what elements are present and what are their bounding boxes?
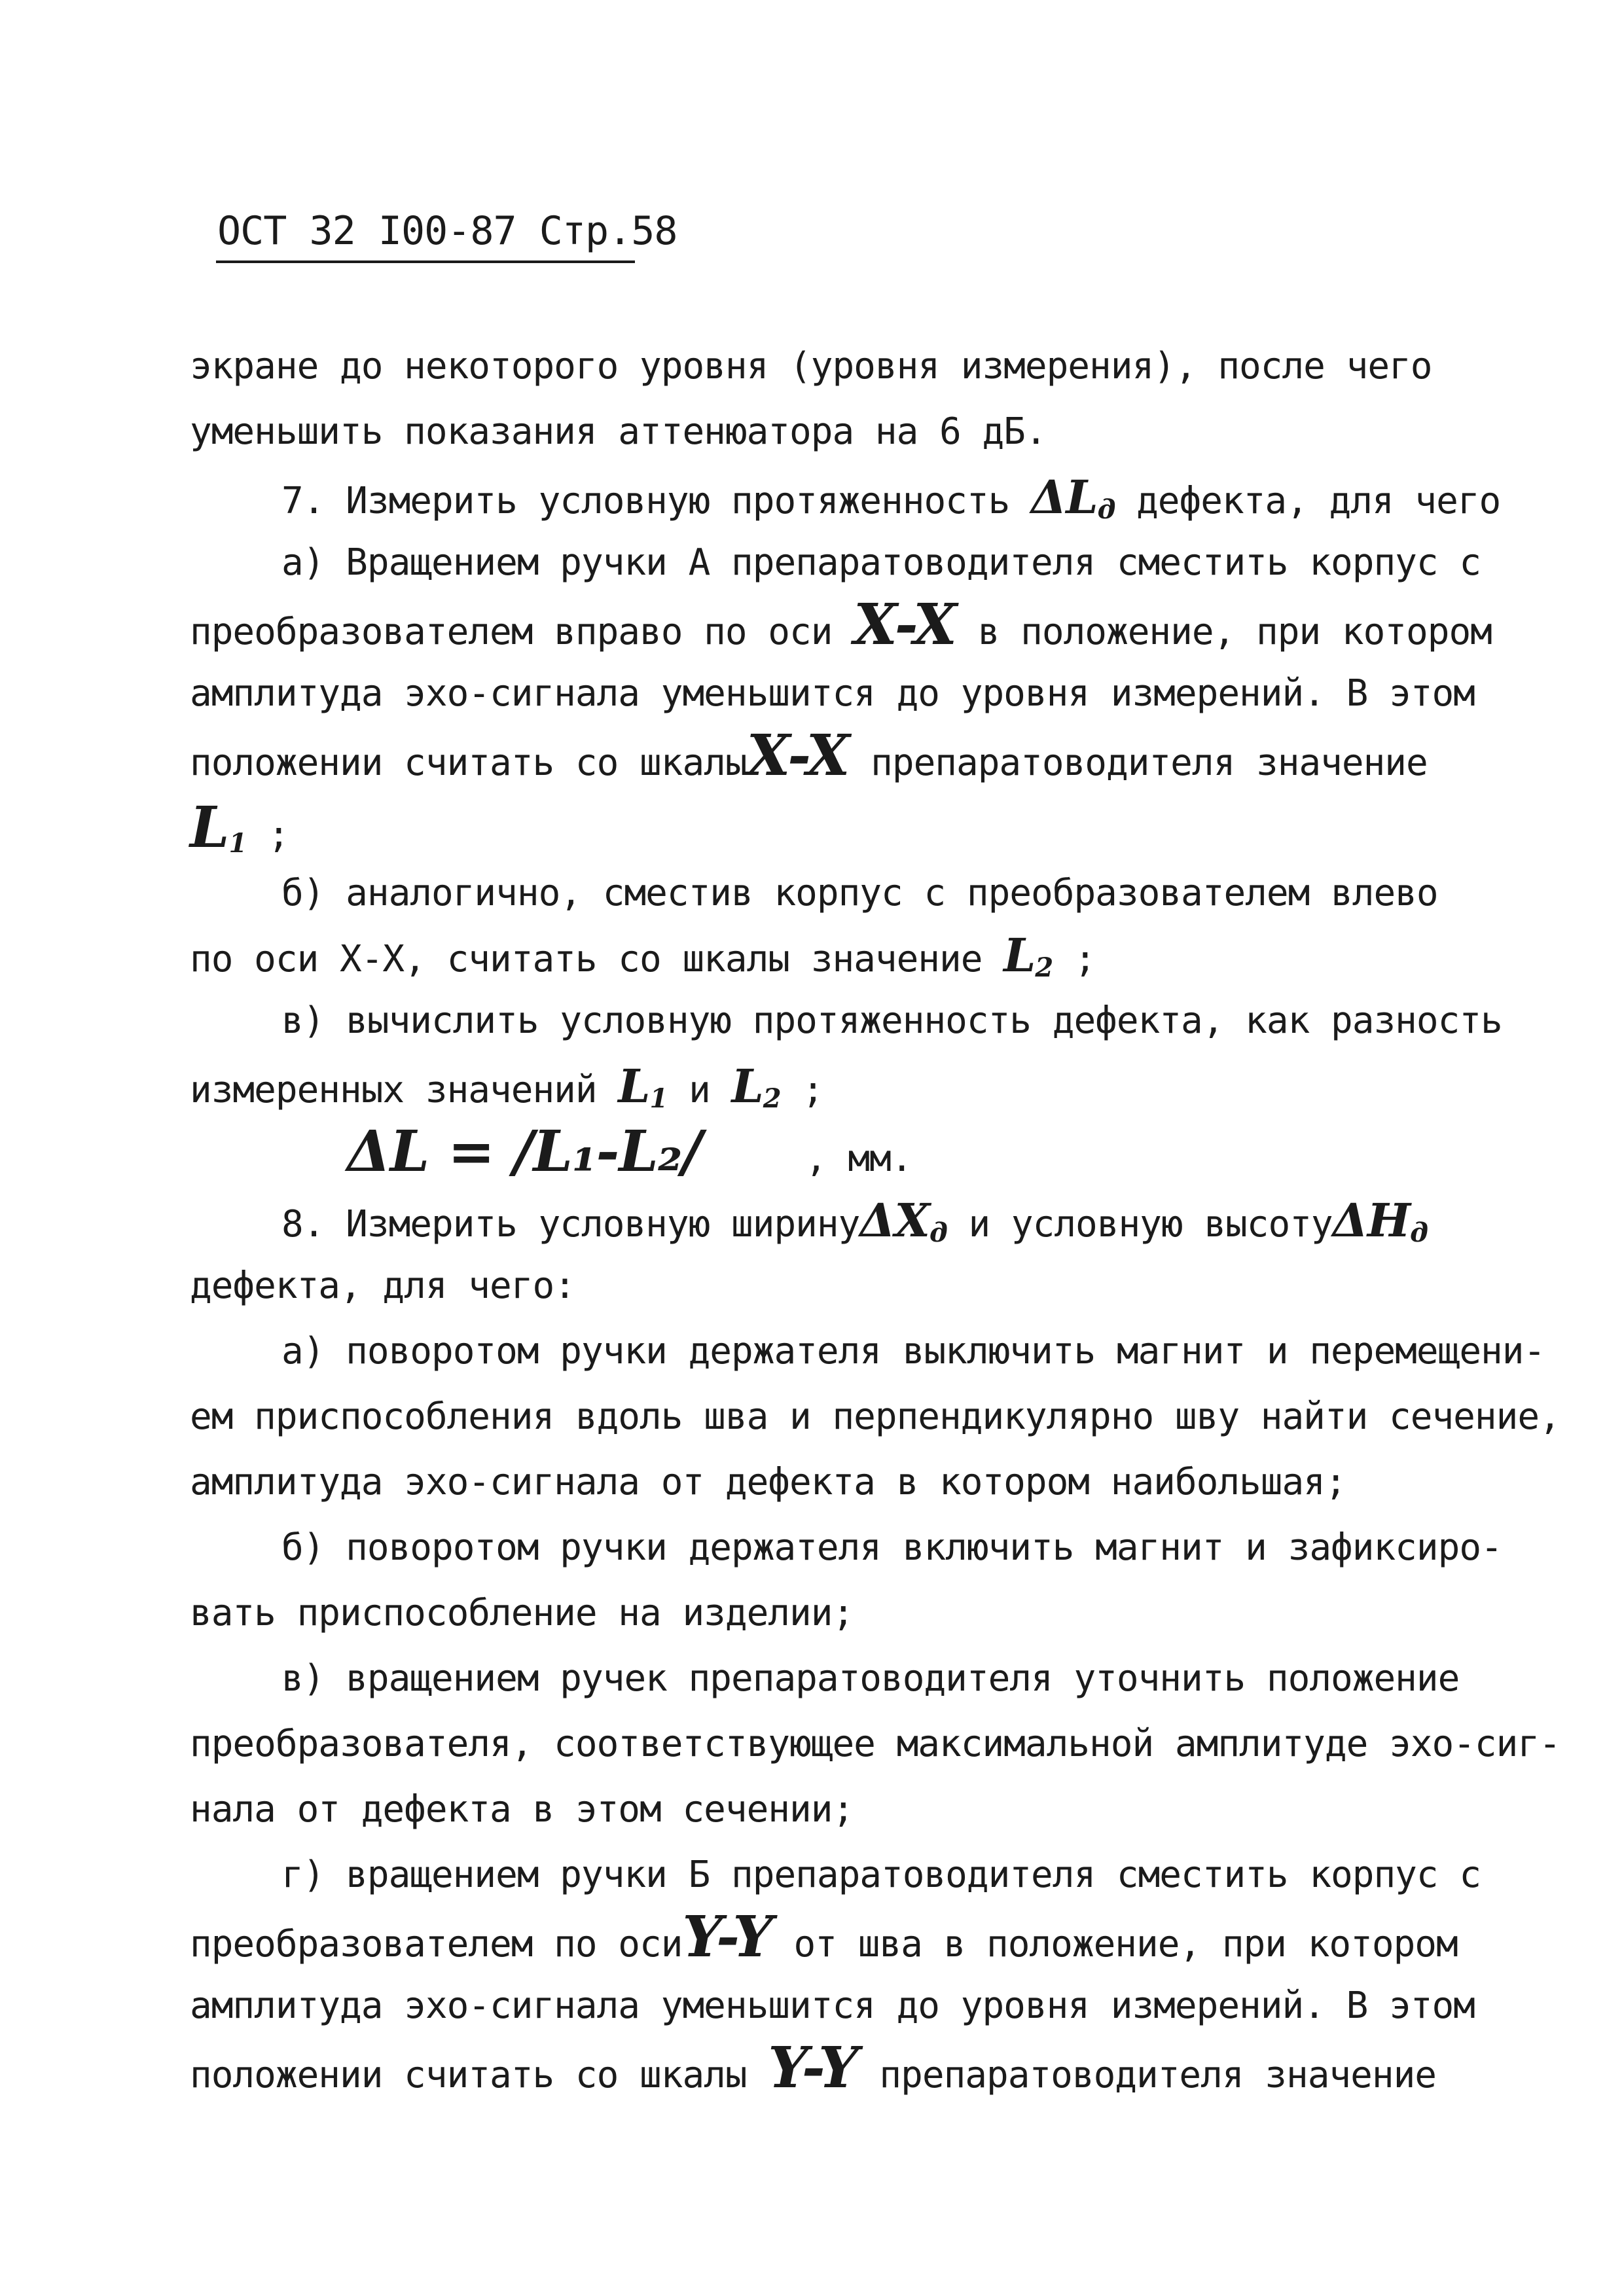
formula-delta-h: ΔH bbox=[1332, 1193, 1411, 1247]
text-segment: ; bbox=[246, 814, 289, 856]
text-line-24: г) вращением ручки Б препаратоводителя сместить корпус с bbox=[281, 1854, 1481, 1896]
text-line-2: уменьшить показания аттенюатора на 6 дБ. bbox=[190, 410, 1047, 453]
formula-delta-x: ΔX bbox=[859, 1193, 929, 1247]
text-line-12 bbox=[190, 1060, 1499, 1125]
text-line-20: вать приспособление на изделии; bbox=[190, 1592, 854, 1634]
text-line-8 bbox=[190, 795, 1499, 870]
text-line-1: экране до некоторого уровня (уровня измерения), после чего bbox=[190, 345, 1432, 387]
text-segment: ; bbox=[780, 1069, 824, 1111]
text-line-14 bbox=[281, 1194, 1591, 1259]
text-line-27 bbox=[190, 2035, 1499, 2102]
text-segment: препаратоводителя значение bbox=[857, 2054, 1437, 2096]
text-line-13 bbox=[347, 1119, 1624, 1185]
text-line-22: преобразователя, соответствующее максимальной амплитуде эхо-сиг- bbox=[190, 1723, 1561, 1765]
text-line-16: а) поворотом ручки держателя выключить магнит и перемещени- bbox=[281, 1330, 1545, 1372]
text-segment: в положение, при котором bbox=[956, 611, 1492, 653]
text-line-5 bbox=[190, 592, 1499, 658]
text-segment: препаратоводителя значение bbox=[849, 742, 1428, 784]
text-segment: 7. Измерить условную протяженность bbox=[281, 480, 1032, 522]
text-line-17: ем приспособления вдоль шва и перпендикулярно шву найти сечение, bbox=[190, 1395, 1561, 1438]
formula-l2: L bbox=[731, 1059, 763, 1113]
text-line-21: в) вращением ручек препаратоводителя уточнить положение bbox=[281, 1657, 1460, 1700]
text-segment: и условную высоту bbox=[947, 1203, 1333, 1246]
formula-delta-l-equation: ΔL = /L₁-L₂/ bbox=[347, 1119, 702, 1185]
text-segment: дефекта, для чего bbox=[1115, 480, 1501, 522]
text-line-25 bbox=[190, 1904, 1499, 1971]
formula-axis-yy: Y-Y bbox=[768, 2035, 858, 2101]
text-segment: преобразователем вправо по оси bbox=[190, 611, 854, 653]
page-header: ОСТ 32 I00-87 Стр.58 bbox=[217, 208, 677, 254]
formula-delta-l: ΔL bbox=[1031, 470, 1098, 524]
formula-subscript: 2 bbox=[1035, 952, 1053, 983]
text-line-4: а) Вращением ручки А препаратоводителя сместить корпус с bbox=[281, 541, 1481, 584]
text-segment: положении считать со шкалы bbox=[190, 742, 747, 784]
text-segment: от шва в положение, при котором bbox=[772, 1923, 1458, 1965]
text-segment: преобразователем по оси bbox=[190, 1923, 683, 1965]
text-line-9: б) аналогично, сместив корпус с преобразователем влево bbox=[281, 872, 1438, 914]
formula-subscript: д bbox=[1410, 1217, 1428, 1248]
text-line-11: в) вычислить условную протяженность дефекта, как разность bbox=[281, 999, 1502, 1042]
text-line-3 bbox=[281, 471, 1591, 536]
formula-subscript: 1 bbox=[228, 828, 247, 859]
text-segment: 8. Измерить условную ширину bbox=[281, 1203, 860, 1246]
text-segment: положении считать со шкалы bbox=[190, 2054, 768, 2096]
formula-subscript: д bbox=[929, 1217, 947, 1248]
text-segment: ; bbox=[1053, 938, 1096, 980]
formula-subscript: 1 bbox=[649, 1083, 668, 1114]
formula-l1: L bbox=[618, 1059, 650, 1113]
text-line-23: нала от дефекта в этом сечении; bbox=[190, 1788, 854, 1831]
text-line-7 bbox=[190, 723, 1499, 789]
text-line-6: амплитуда эхо-сигнала уменьшится до уровня измерений. В этом bbox=[190, 672, 1475, 715]
formula-l1: L bbox=[190, 795, 229, 861]
formula-subscript: д bbox=[1097, 494, 1115, 525]
text-segment: , мм. bbox=[805, 1138, 912, 1180]
text-line-15: дефекта, для чего: bbox=[190, 1265, 575, 1307]
text-line-18: амплитуда эхо-сигнала от дефекта в котором наибольшая; bbox=[190, 1461, 1346, 1503]
formula-axis-xx: X-X bbox=[854, 592, 956, 658]
formula-l2: L bbox=[1003, 928, 1036, 982]
text-segment: измеренных значений bbox=[190, 1069, 619, 1111]
formula-axis-xx: X-X bbox=[746, 723, 850, 789]
text-segment: по оси Х-Х, считать со шкалы значение bbox=[190, 938, 1004, 980]
text-segment: и bbox=[667, 1069, 732, 1111]
text-line-26: амплитуда эхо-сигнала уменьшится до уровня измерений. В этом bbox=[190, 1984, 1475, 2027]
text-line-19: б) поворотом ручки держателя включить магнит и зафиксиро- bbox=[281, 1526, 1502, 1569]
header-underline bbox=[216, 260, 635, 263]
formula-subscript: 2 bbox=[763, 1083, 781, 1114]
formula-axis-yy: Y-Y bbox=[682, 1904, 772, 1970]
text-line-10 bbox=[190, 929, 1499, 994]
